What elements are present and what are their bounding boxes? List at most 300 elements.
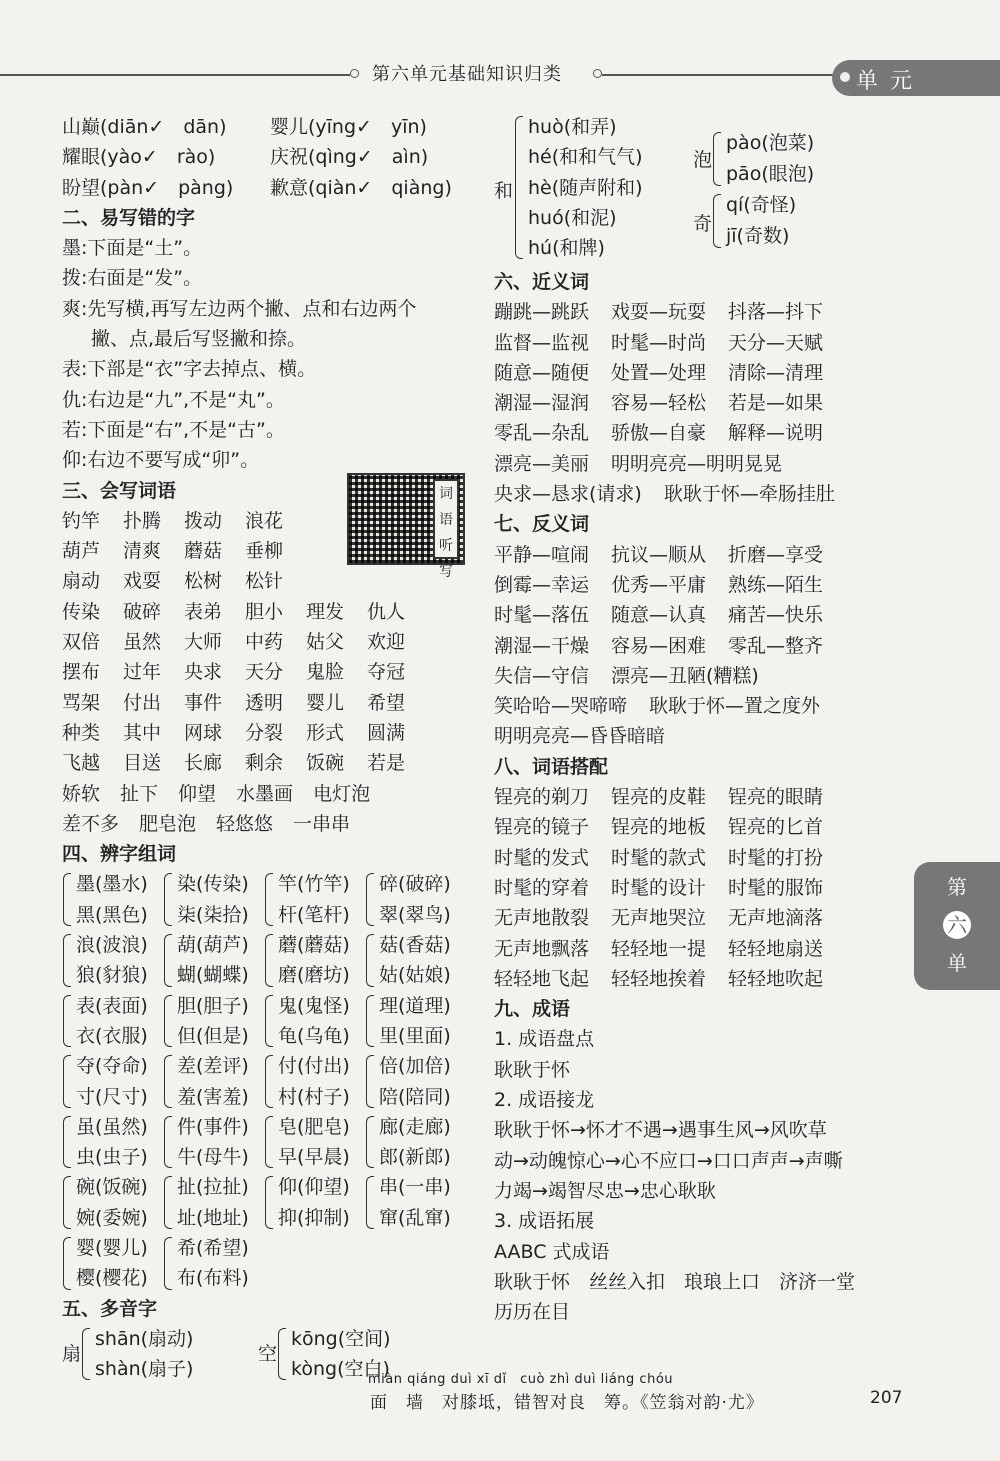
antonym-row-item: 笑哈哈—哭啼啼: [494, 695, 628, 718]
word-row: [62, 597, 472, 627]
synonym-row-item: 时髦—时尚: [611, 331, 707, 354]
brace-mark: [366, 995, 374, 1048]
pair-item: 件(事件): [177, 1115, 249, 1138]
brace-mark: [63, 1237, 71, 1290]
char-pair: [264, 1051, 365, 1112]
antonym-row-item: 潮湿—干燥: [494, 634, 590, 657]
synonym-row-item: 解释—说明: [728, 422, 824, 445]
pair-row: [62, 991, 472, 1052]
side-tab-line1: 第: [947, 875, 967, 899]
header-rule-left: [0, 74, 350, 76]
collocation-row-item: 无声地飘落: [494, 937, 590, 960]
word-item: 欢迎: [367, 631, 406, 654]
polyphone-char: 空: [258, 1343, 278, 1366]
pair-item: 里(里面): [379, 1024, 451, 1047]
word-item: 胆小: [245, 600, 284, 623]
synonym-row-item: 明明亮亮—明明晃晃: [611, 452, 783, 475]
polyphone-item: huó(和泥): [528, 206, 617, 229]
synonym-row-item: 戏耍—玩耍: [611, 301, 707, 324]
unit-tab: 单元: [832, 60, 1000, 96]
pair-row: [62, 1051, 472, 1112]
word-item: 仰望: [178, 782, 217, 805]
word-item: 飞越: [62, 752, 101, 775]
word-row: [62, 506, 472, 536]
word-item: 夺冠: [367, 661, 406, 684]
antonym-row-item: 平静—喧闹: [494, 543, 590, 566]
collocation-row: [494, 903, 909, 933]
pair-item: 狼(豺狼): [76, 964, 148, 987]
pair-item: 婉(委婉): [76, 1206, 148, 1229]
word-item: 娇软: [62, 782, 101, 805]
brace-mark: [164, 1116, 172, 1169]
pair-item: 碗(饭碗): [76, 1176, 148, 1199]
char-pair: [365, 1112, 466, 1173]
word-item: 松针: [245, 570, 284, 593]
word-item: 破碎: [123, 600, 162, 623]
footer-pinyin: miàn qiáng duì xī dǐ cuò zhì duì liáng chóu: [368, 1372, 674, 1387]
antonym-row: [494, 661, 909, 691]
polyphone-item: hú(和牌): [528, 237, 605, 260]
pair-item: 蘑(蘑菇): [278, 934, 350, 957]
word-item: 付出: [123, 691, 162, 714]
collocation-row-item: 轻轻地飞起: [494, 967, 590, 990]
synonym-row-item: 清除—清理: [728, 361, 824, 384]
pron-row: [62, 112, 472, 142]
word-row: [62, 748, 472, 778]
word-row: [62, 657, 472, 687]
pron-item: 耀眼(yào✓ rào): [62, 146, 216, 169]
page-number: 207: [870, 1388, 903, 1408]
word-item: 饭碗: [306, 752, 345, 775]
pair-item: 仰(仰望): [278, 1176, 350, 1199]
word-item: 网球: [184, 721, 223, 744]
rule-item: 表:下部是“衣”字去掉点、横。: [62, 358, 317, 381]
char-pair: [365, 1051, 466, 1112]
brace-mark: [63, 1116, 71, 1169]
word-item: 扇动: [62, 570, 101, 593]
idiom-line: 2. 成语接龙: [494, 1089, 595, 1112]
pair-item: 窜(乱窜): [379, 1206, 451, 1229]
idiom-line: 耿耿于怀→怀才不遇→遇事生风→风吹草: [494, 1119, 827, 1142]
word-item: 天分: [245, 661, 284, 684]
pair-item: 牛(母牛): [177, 1146, 249, 1169]
polyphone-list: [514, 112, 643, 263]
collocation-row-item: 无声地散裂: [494, 907, 590, 930]
synonym-row-item: 漂亮—美丽: [494, 452, 590, 475]
antonym-row-item: 时髦—落伍: [494, 604, 590, 627]
antonym-row: [494, 570, 909, 600]
word-item: 若是: [367, 752, 406, 775]
brace-mark: [164, 1055, 172, 1108]
polyphone-item: huò(和弄): [528, 116, 617, 138]
pair-item: 付(付出): [278, 1055, 350, 1078]
pron-item: 盼望(pàn✓ pàng): [62, 176, 234, 199]
idiom-line: 力竭→竭智尽忠→忠心耿耿: [494, 1179, 716, 1202]
word-item: 垂柳: [245, 540, 284, 563]
char-pair: [163, 930, 264, 991]
collocation-row: [494, 782, 909, 812]
synonym-row-item: 随意—随便: [494, 361, 590, 384]
pron-row: [62, 142, 472, 172]
collocation-row-item: 锃亮的剃刀: [494, 786, 590, 809]
pron-item: 山巅(diān✓ dān): [62, 116, 227, 138]
grade-side-tab: [914, 862, 1000, 990]
brace-mark: [164, 873, 172, 926]
word-item: 事件: [184, 691, 223, 714]
collocation-row-item: 无声地哭泣: [611, 907, 707, 930]
brace-mark: [265, 934, 273, 987]
he-pron-list: [514, 112, 643, 263]
collocation-row-item: 轻轻地挨着: [611, 967, 707, 990]
word-item: 松树: [184, 570, 223, 593]
pair-item: 葫(葫芦): [177, 934, 249, 957]
word-item: 婴儿: [306, 691, 345, 714]
word-item: 扯下: [120, 782, 159, 805]
word-item: 希望: [367, 691, 406, 714]
idiom-line: 动→动魄惊心→心不应口→口口声声→声嘶: [494, 1149, 843, 1172]
brace-mark: [265, 1116, 273, 1169]
polyphone-item: qí(奇怪): [726, 194, 797, 216]
polyphone-item: shàn(扇子): [95, 1358, 194, 1381]
section-title: 二、易写错的字: [62, 206, 196, 229]
collocation-row: [494, 964, 909, 994]
synonym-row: [494, 479, 909, 509]
word-row: [62, 688, 472, 718]
pao-char: 泡: [693, 149, 713, 171]
pair-item: 倍(加倍): [379, 1055, 451, 1078]
pair-item: 陪(陪同): [379, 1085, 451, 1108]
char-pair: [62, 991, 163, 1052]
header-dot-left: [350, 69, 359, 78]
synonym-row-item: 处置—处理: [611, 361, 707, 384]
word-item: 中药: [245, 631, 284, 654]
word-row: [62, 566, 472, 596]
antonym-row-item: 零乱—整齐: [728, 634, 824, 657]
word-item: 葫芦: [62, 540, 101, 563]
pair-item: 柒(柒拾): [177, 903, 249, 926]
polyphone-item: hè(随声附和): [528, 176, 643, 199]
brace-mark: [164, 995, 172, 1048]
pair-item: 胆(胆子): [177, 994, 249, 1017]
polyphone-list: [712, 190, 796, 252]
collocation-row-item: 锃亮的皮鞋: [611, 786, 707, 809]
pair-item: 杆(笔杆): [278, 903, 350, 926]
side-tab-line2: 六: [943, 911, 971, 939]
pair-item: 村(村子): [278, 1085, 350, 1108]
pair-item: 龟(乌龟): [278, 1024, 350, 1047]
polyphone-item: kōng(空间): [291, 1327, 391, 1350]
pair-item: 姑(姑娘): [379, 964, 451, 987]
brace-mark: [164, 934, 172, 987]
word-item: 双倍: [62, 631, 101, 654]
section-title: 四、辨字组词: [62, 843, 177, 866]
pair-item: 串(一串): [379, 1176, 451, 1199]
brace-mark: [63, 1055, 71, 1108]
word-item: 水墨画: [236, 782, 294, 805]
char-pair: [62, 1112, 163, 1173]
collocation-row: [494, 934, 909, 964]
side-tab-line3: 单: [947, 951, 967, 975]
antonym-row-item: 漂亮—丑陋(糟糕): [611, 664, 759, 687]
pair-item: 理(道理): [379, 994, 451, 1017]
word-item: 摆布: [62, 661, 101, 684]
brace-mark: [265, 1055, 273, 1108]
pair-item: 扯(拉扯): [177, 1176, 249, 1199]
pair-item: 夺(夺命): [76, 1055, 148, 1078]
pair-item: 廊(走廊): [379, 1115, 451, 1138]
pair-item: 布(布料): [177, 1267, 249, 1290]
polyphone-group: [62, 1324, 258, 1385]
brace-mark: [63, 1176, 71, 1229]
antonym-row-item: 优秀—平庸: [611, 573, 707, 596]
right-column: [494, 267, 909, 1327]
pair-item: 樱(樱花): [76, 1267, 148, 1290]
char-pair: [264, 930, 365, 991]
pair-item: 染(传染): [177, 873, 249, 896]
polyphone-item: shān(扇动): [95, 1327, 194, 1350]
collocation-row-item: 锃亮的地板: [611, 816, 707, 839]
collocation-row-item: 时髦的打扮: [728, 846, 824, 869]
polyphone-item: jī(奇数): [726, 225, 790, 247]
collocation-row-item: 时髦的服饰: [728, 876, 824, 899]
synonym-row-item: 央求—恳求(请求): [494, 483, 642, 506]
pair-item: 衣(衣服): [76, 1024, 148, 1047]
antonym-row: [494, 600, 909, 630]
pair-item: 寸(尺寸): [76, 1085, 148, 1108]
char-pair: [163, 1051, 264, 1112]
polyphone-item: kòng(空白): [291, 1358, 390, 1381]
pair-row: [62, 1233, 472, 1294]
word-item: 央求: [184, 661, 223, 684]
rule-item: 仇:右边是“九”,不是“丸”。: [62, 388, 285, 411]
word-item: 浪花: [245, 509, 284, 532]
pair-item: 婴(婴儿): [76, 1236, 148, 1259]
char-pair: [264, 869, 365, 930]
char-pair: [264, 1112, 365, 1173]
idiom-line: 历历在目: [494, 1301, 571, 1324]
collocation-row-item: 轻轻地一提: [611, 937, 707, 960]
antonym-row-item: 倒霉—幸运: [494, 573, 590, 596]
brace-mark: [265, 873, 273, 926]
word-item: 钓竿: [62, 509, 101, 532]
antonym-row: [494, 691, 909, 721]
collocation-row-item: 时髦的款式: [611, 846, 707, 869]
synonym-row-item: 蹦跳—跳跃: [494, 301, 590, 324]
brace-mark: [63, 934, 71, 987]
he-char: 和: [494, 180, 514, 202]
synonym-row-item: 若是—如果: [728, 392, 824, 415]
word-item: 剩余: [245, 752, 284, 775]
synonym-row: [494, 358, 909, 388]
word-item: 肥皂泡: [139, 812, 197, 835]
header-rule-right: [602, 74, 834, 76]
pron-item: 庆祝(qìng✓ aìn): [270, 146, 429, 169]
pair-item: 黑(黑色): [76, 903, 148, 926]
pair-item: 但(但是): [177, 1024, 249, 1047]
char-pair: [264, 991, 365, 1052]
collocation-row-item: 锃亮的眼睛: [728, 786, 824, 809]
pair-item: 皂(肥皂): [278, 1115, 350, 1138]
rule-item: 拨:右面是“发”。: [62, 267, 203, 290]
synonym-row: [494, 328, 909, 358]
antonym-row-item: 明明亮亮—昏昏暗暗: [494, 725, 666, 748]
brace-mark: [366, 1176, 374, 1229]
collocation-row: [494, 843, 909, 873]
polyphone-item: hé(和和气气): [528, 146, 643, 169]
collocation-row-item: 时髦的发式: [494, 846, 590, 869]
word-item: 轻悠悠: [216, 812, 274, 835]
collocation-row-item: 锃亮的镜子: [494, 816, 590, 839]
pair-item: 浪(波浪): [76, 934, 148, 957]
pair-item: 虫(虫子): [76, 1146, 148, 1169]
word-item: 圆满: [367, 721, 406, 744]
synonym-row: [494, 297, 909, 327]
section-title: 六、近义词: [494, 271, 590, 293]
synonym-row-item: 潮湿—湿润: [494, 392, 590, 415]
word-item: 一串串: [293, 812, 351, 835]
antonym-row: [494, 721, 909, 751]
pron-item: 歉意(qiàn✓ qiàng): [270, 176, 452, 199]
char-pair: [163, 1172, 264, 1233]
char-pair: [163, 869, 264, 930]
word-row: [62, 718, 472, 748]
antonym-row-item: 痛苦—快乐: [728, 604, 824, 627]
pair-row: [62, 1112, 472, 1173]
char-pair: [62, 930, 163, 991]
qr-label: 词语听写: [433, 479, 459, 559]
word-item: 姑父: [306, 631, 345, 654]
pair-item: 希(希望): [177, 1236, 249, 1259]
section-title: 八、词语搭配: [494, 755, 609, 778]
pair-row: [62, 869, 472, 930]
rule-item: 爽:先写横,再写左边两个撇、点和右边两个: [62, 297, 417, 320]
antonym-row-item: 折磨—享受: [728, 543, 824, 566]
brace-mark: [265, 995, 273, 1048]
left-column: [62, 112, 472, 1384]
pair-item: 碎(破碎): [379, 873, 451, 896]
word-item: 虽然: [123, 631, 162, 654]
char-pair: [365, 869, 466, 930]
word-row: [62, 627, 472, 657]
brace-mark: [278, 1328, 286, 1381]
antonym-row-item: 随意—认真: [611, 604, 707, 627]
pair-item: 早(早晨): [278, 1146, 350, 1169]
word-item: 清爽: [123, 540, 162, 563]
pron-item: 婴儿(yīng✓ yīn): [270, 116, 427, 138]
collocation-row-item: 轻轻地吹起: [728, 967, 824, 990]
pair-item: 羞(害羞): [177, 1085, 249, 1108]
brace-mark: [366, 873, 374, 926]
header-dot-right: [593, 69, 602, 78]
brace-mark: [713, 194, 721, 248]
footer-couplet: 面 墙 对膝坻，错智对良 筹。《笠翁对韵·尤》: [370, 1393, 764, 1413]
section-title: 七、反义词: [494, 513, 590, 536]
char-pair: [365, 991, 466, 1052]
collocation-row-item: 锃亮的匕首: [728, 816, 824, 839]
page-title: 第六单元基础知识归类: [372, 64, 562, 85]
char-pair: [62, 1172, 163, 1233]
rule-item: 墨:下面是“土”。: [62, 237, 203, 260]
synonym-row-item: 抖落—抖下: [728, 301, 824, 324]
pair-item: 菇(香菇): [379, 934, 451, 957]
synonym-row: [494, 449, 909, 479]
word-item: 其中: [123, 721, 162, 744]
word-item: 分裂: [245, 721, 284, 744]
synonym-row: [494, 418, 909, 448]
qi-char: 奇: [693, 213, 713, 235]
word-item: 戏耍: [123, 570, 162, 593]
antonym-row-item: 熟练—陌生: [728, 573, 824, 596]
word-row: [62, 809, 472, 839]
antonym-row: [494, 631, 909, 661]
synonym-row-item: 耿耿于怀—牵肠挂肚: [663, 483, 835, 506]
pair-row: [62, 1172, 472, 1233]
char-pair: [163, 1112, 264, 1173]
polyphone-item: pāo(眼泡): [726, 163, 815, 185]
brace-mark: [366, 1055, 374, 1108]
word-item: 大师: [184, 631, 223, 654]
collocation-row: [494, 873, 909, 903]
idiom-line: 1. 成语盘点: [494, 1028, 595, 1051]
collocation-row-item: 时髦的穿着: [494, 876, 590, 899]
qi-pron-list: [712, 190, 796, 252]
synonym-row-item: 骄傲—自豪: [611, 422, 707, 445]
polyphone-list: [712, 128, 814, 190]
pair-item: 表(表面): [76, 994, 148, 1017]
char-pair: [365, 1172, 466, 1233]
word-item: 种类: [62, 721, 101, 744]
pair-item: 竿(竹竿): [278, 873, 350, 896]
brace-mark: [63, 995, 71, 1048]
word-item: 蘑菇: [184, 540, 223, 563]
char-pair: [264, 1172, 365, 1233]
collocation-row-item: 时髦的设计: [611, 876, 707, 899]
word-row: [62, 779, 472, 809]
word-item: 鬼脸: [306, 661, 345, 684]
brace-mark: [713, 132, 721, 186]
collocation-row-item: 轻轻地扇送: [728, 937, 824, 960]
brace-mark: [366, 1116, 374, 1169]
rule-item: 撇、点,最后写竖撇和捺。: [91, 328, 307, 351]
pair-item: 址(地址): [177, 1206, 249, 1229]
pair-item: 翠(翠鸟): [379, 903, 451, 926]
brace-mark: [265, 1176, 273, 1229]
pair-item: 差(差评): [177, 1055, 249, 1078]
brace-mark: [63, 873, 71, 926]
word-row: [62, 536, 472, 566]
word-item: 仇人: [367, 600, 406, 623]
synonym-row-item: 监督—监视: [494, 331, 590, 354]
word-item: 拨动: [184, 509, 223, 532]
word-item: 目送: [123, 752, 162, 775]
pron-row: [62, 173, 472, 203]
synonym-row-item: 零乱—杂乱: [494, 422, 590, 445]
section-title: 三、会写词语: [62, 479, 177, 502]
word-item: 骂架: [62, 691, 101, 714]
idiom-line: 耿耿于怀: [494, 1058, 571, 1081]
word-item: 表弟: [184, 600, 223, 623]
collocation-row: [494, 812, 909, 842]
polyphone-char: 扇: [62, 1343, 82, 1366]
synonym-row-item: 容易—轻松: [611, 392, 707, 415]
pao-pron-list: [712, 128, 814, 190]
word-item: 透明: [245, 691, 284, 714]
antonym-row-item: 失信—守信: [494, 664, 590, 687]
idiom-line: 耿耿于怀 丝丝入扣 琅琅上口 济济一堂: [494, 1270, 856, 1293]
word-item: 差不多: [62, 812, 120, 835]
pair-item: 郎(新郎): [379, 1146, 451, 1169]
section-title: 五、多音字: [62, 1297, 158, 1320]
